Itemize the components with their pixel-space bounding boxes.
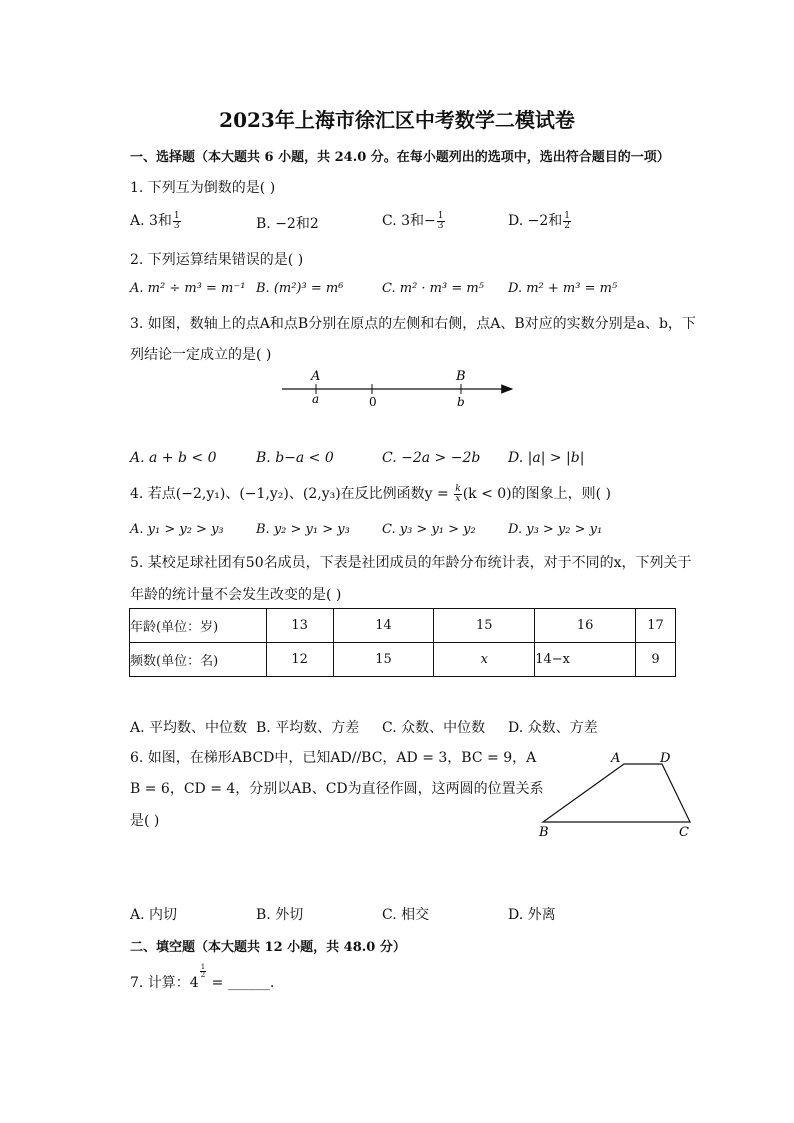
table-cell: 15 xyxy=(434,609,535,643)
label-value-a: a xyxy=(312,392,320,406)
label-origin: 0 xyxy=(369,395,377,409)
table-row xyxy=(130,643,676,677)
q6-stem-line-2: B = 6，CD = 4，分别以AB、CD为直径作圆，这两圆的位置关系 xyxy=(130,781,544,797)
q4-stem: 4. 若点(−2,y₁)、(−1,y₂)、(2,y₃)在反比例函数y = $\frac{k}{x}$ (k < 0)的图象上，则( ) xyxy=(130,483,612,504)
q2-option-c: C. m² · m³ = m⁵ xyxy=(382,281,484,296)
trapezoid-abcd xyxy=(543,764,690,822)
table-row xyxy=(130,609,676,643)
table-cell: 13 xyxy=(266,609,333,643)
q5-stem-line-2: 年龄的统计量不会发生改变的是( ) xyxy=(130,587,342,603)
q2-option-b: B. (m²)³ = m⁶ xyxy=(256,281,344,296)
q6-stem-line-1: 6. 如图，在梯形ABCD中，已知AD//BC，AD = 3，BC = 9，A xyxy=(130,750,537,766)
q2-option-d: D. m² + m³ = m⁵ xyxy=(508,281,618,296)
table-cell: x xyxy=(434,643,535,677)
age-frequency-table xyxy=(129,608,676,677)
q5-stem-line-1: 5. 某校足球社团有50名成员，下表是社团成员的年龄分布统计表，对于不同的x，下列关于 xyxy=(130,555,692,571)
q6-stem-line-3: 是( ) xyxy=(130,813,160,829)
q1-option-a: A. 3和 $\frac{1}{3}$ xyxy=(130,210,180,231)
q6-option-b: B. 外切 xyxy=(256,907,304,923)
q3-option-b: B. b−a < 0 xyxy=(256,450,334,466)
table-cell: 16 xyxy=(535,609,636,643)
q3-option-d: D. |a| > |b| xyxy=(508,450,585,466)
label-value-b: b xyxy=(457,395,465,409)
table-cell: 9 xyxy=(636,643,676,677)
q5-option-a: A. 平均数、中位数 xyxy=(130,720,248,736)
section-2-heading: 二、填空题（本大题共 12 小题，共 48.0 分） xyxy=(130,940,406,955)
exam-title: 2023年上海市徐汇区中考数学二模试卷 xyxy=(219,108,575,132)
q4-option-a: A. y₁ > y₂ > y₃ xyxy=(130,522,224,537)
q1-option-c: C. 3和− $\frac{1}{3}$ xyxy=(382,210,444,231)
table-cell: 年龄(单位：岁) xyxy=(130,609,267,643)
q1-stem: 1. 下列互为倒数的是( ) xyxy=(130,180,276,196)
q6-option-a: A. 内切 xyxy=(130,907,178,923)
table-cell: 12 xyxy=(266,643,333,677)
q2-stem: 2. 下列运算结果错误的是( ) xyxy=(130,252,304,268)
q1-option-d: D. −2和 $\frac{1}{2}$ xyxy=(508,210,570,231)
q6-option-c: C. 相交 xyxy=(382,907,430,923)
table-cell: 15 xyxy=(333,643,434,677)
q4-option-c: C. y₃ > y₁ > y₂ xyxy=(382,522,476,537)
q3-option-c: C. −2a > −2b xyxy=(382,450,481,466)
vertex-d: D xyxy=(660,751,671,766)
q3-option-a: A. a + b < 0 xyxy=(130,450,217,466)
q4-option-b: B. y₂ > y₁ > y₃ xyxy=(256,522,350,537)
section-1-heading: 一、选择题（本大题共 6 小题，共 24.0 分。在每小题列出的选项中，选出符合题目的一项） xyxy=(130,150,670,165)
table-cell: 14−x xyxy=(535,643,636,677)
vertex-a: A xyxy=(611,751,621,766)
q5-option-d: D. 众数、方差 xyxy=(508,720,598,736)
q2-option-a: A. m² ÷ m³ = m⁻¹ xyxy=(130,281,246,296)
q6-option-d: D. 外离 xyxy=(508,907,556,923)
q3-stem-line-1: 3. 如图，数轴上的点A和点B分别在原点的左侧和右侧，点A、B对应的实数分别是a、b，下 xyxy=(130,316,696,332)
table-cell: 14 xyxy=(333,609,434,643)
trapezoid-figure xyxy=(532,746,700,838)
q3-stem-line-2: 列结论一定成立的是( ) xyxy=(130,347,272,363)
q1-option-b: B. −2和2 xyxy=(256,216,319,232)
label-point-a: A xyxy=(311,369,321,384)
table-cell: 17 xyxy=(636,609,676,643)
q4-option-d: D. y₃ > y₂ > y₁ xyxy=(508,522,603,537)
q5-option-c: C. 众数、中位数 xyxy=(382,720,486,736)
vertex-b: B xyxy=(539,825,549,838)
label-point-b: B xyxy=(456,369,466,384)
vertex-c: C xyxy=(679,825,689,838)
q7-stem: 7. 计算：4 $\frac{1}{2}$ = ______. xyxy=(130,963,275,991)
q5-option-b: B. 平均数、方差 xyxy=(256,720,360,736)
table-cell: 频数(单位：名) xyxy=(130,643,267,677)
number-line-figure xyxy=(270,364,530,410)
